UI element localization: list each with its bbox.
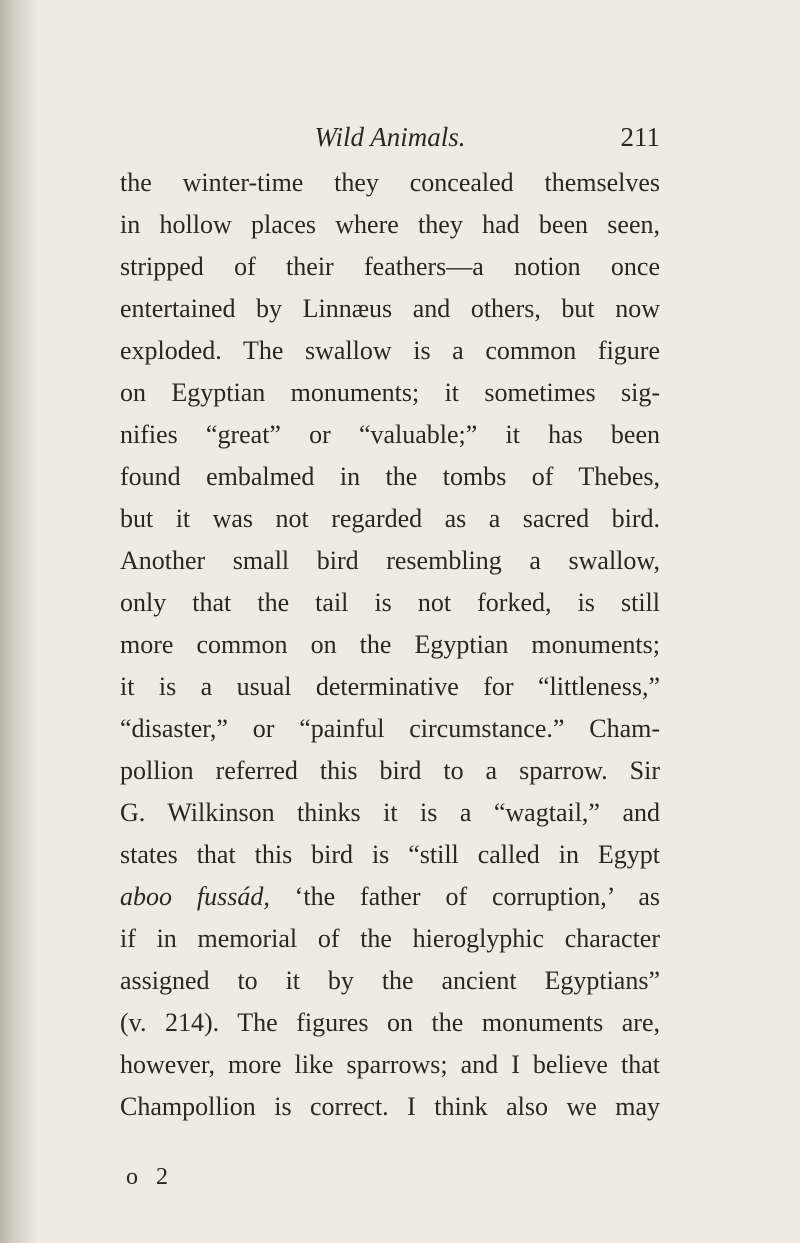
text-line: “disaster,” or “painful circumstance.” Cham-	[120, 714, 660, 743]
text-line: if in memorial of the hieroglyphic character	[120, 924, 660, 953]
text-line: only that the tail is not forked, is still	[120, 588, 660, 617]
page-number: 211	[620, 122, 660, 152]
text-line: found embalmed in the tombs of Thebes,	[120, 462, 660, 491]
text-line: pollion referred this bird to a sparrow. Sir	[120, 756, 660, 785]
text-line: Champollion is correct. I think also we may	[120, 1092, 660, 1121]
text-line: Another small bird resembling a swallow,	[120, 546, 660, 575]
text-line: entertained by Linnæus and others, but now	[120, 294, 660, 323]
text-line: however, more like sparrows; and I believe that	[120, 1050, 660, 1079]
signature-mark: o 2	[126, 1164, 174, 1190]
text-line: in hollow places where they had been seen,	[120, 210, 660, 239]
text-line: G. Wilkinson thinks it is a “wagtail,” and	[120, 798, 660, 827]
text-line: the winter-time they concealed themselves	[120, 168, 660, 197]
italic-term: aboo fussád,	[120, 882, 270, 911]
text-line: but it was not regarded as a sacred bird.	[120, 504, 660, 533]
text-line: on Egyptian monuments; it sometimes sig-	[120, 378, 660, 407]
running-head	[120, 122, 660, 162]
text-line: (v. 214). The figures on the monuments are,	[120, 1008, 660, 1037]
text-line: nifies “great” or “valuable;” it has been	[120, 420, 660, 449]
text-line: exploded. The swallow is a common figure	[120, 336, 660, 365]
text-line: stripped of their feathers—a notion once	[120, 252, 660, 281]
running-title: Wild Animals.	[314, 122, 466, 152]
text-segment: ‘the father of corruption,’ as	[269, 882, 660, 911]
text-line: assigned to it by the ancient Egyptians”	[120, 966, 660, 995]
text-line: it is a usual determinative for “littleness,”	[120, 672, 660, 701]
body-text	[120, 162, 660, 1128]
text-line: states that this bird is “still called in Egypt	[120, 840, 660, 869]
text-line: more common on the Egyptian monuments;	[120, 630, 660, 659]
text-line-mixed	[120, 876, 660, 918]
